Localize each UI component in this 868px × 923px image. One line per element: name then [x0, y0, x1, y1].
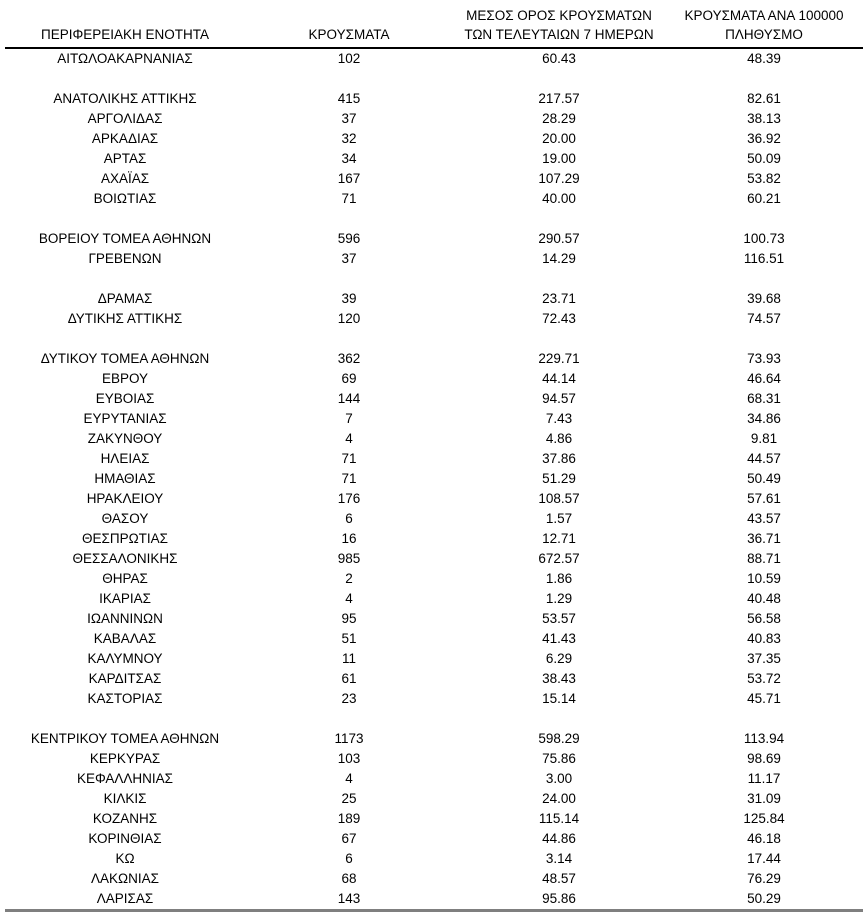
cell-cases: 2 [345, 571, 353, 586]
col-header-region [5, 0, 245, 48]
table-row [5, 589, 863, 609]
cell-cases: 61 [341, 671, 357, 686]
cell-cases: 67 [341, 831, 357, 846]
table-row [5, 369, 863, 389]
cell-avg7: 1.57 [545, 511, 573, 526]
cell-avg7: 75.86 [542, 751, 576, 766]
cell-region [5, 329, 245, 349]
col-header-cases [245, 0, 453, 48]
cell-avg7: 229.71 [538, 351, 580, 366]
spacer-row [5, 329, 863, 349]
cell-region: ΚΕΡΚΥΡΑΣ [89, 751, 161, 766]
col-header-per100k [665, 0, 863, 48]
cell-region: ΓΡΕΒΕΝΩΝ [88, 251, 162, 266]
cell-avg7: 51.29 [542, 471, 576, 486]
cell-avg7: 12.71 [542, 531, 576, 546]
cell-region: ΙΩΑΝΝΙΝΩΝ [87, 611, 163, 626]
cell-cases: 32 [341, 131, 357, 146]
cell-cases: 596 [337, 231, 361, 246]
spacer-row [5, 69, 863, 89]
cell-avg7 [453, 209, 665, 229]
col-header-avg7 [453, 0, 665, 48]
cell-avg7 [453, 709, 665, 729]
cell-cases: 37 [341, 111, 357, 126]
cell-per100k: 68.31 [747, 391, 781, 406]
cell-per100k: 74.57 [747, 311, 781, 326]
cell-per100k: 56.58 [747, 611, 781, 626]
cell-region: ΑΡΚΑΔΙΑΣ [91, 131, 159, 146]
cell-cases: 4 [345, 771, 353, 786]
cell-avg7: 60.43 [542, 51, 576, 66]
cell-region: ΚΑΣΤΟΡΙΑΣ [87, 691, 163, 706]
cell-per100k: 113.94 [743, 731, 785, 746]
table-row [5, 89, 863, 109]
cell-cases: 7 [345, 411, 353, 426]
cell-per100k: 37.35 [747, 651, 781, 666]
cell-cases: 1173 [334, 731, 364, 746]
cell-region: ΚΕΦΑΛΛΗΝΙΑΣ [76, 771, 174, 786]
cell-per100k [665, 269, 863, 289]
cell-avg7: 28.29 [542, 111, 576, 126]
cell-region: ΗΡΑΚΛΕΙΟΥ [86, 491, 164, 506]
cell-region: ΘΗΡΑΣ [102, 571, 148, 586]
table-header [5, 0, 863, 48]
table-row [5, 149, 863, 169]
table-row [5, 229, 863, 249]
cell-region: ΙΚΑΡΙΑΣ [99, 591, 151, 606]
table-row [5, 309, 863, 329]
cell-cases: 189 [337, 811, 361, 826]
table-row [5, 349, 863, 369]
cell-per100k: 39.68 [747, 291, 781, 306]
table-row [5, 469, 863, 489]
cell-avg7: 94.57 [542, 391, 576, 406]
cell-cases: 415 [337, 91, 361, 106]
cell-cases: 4 [345, 431, 353, 446]
cell-per100k: 46.64 [747, 371, 781, 386]
cell-per100k: 50.49 [747, 471, 781, 486]
col-header-per100k-line2: ΠΛΗΘΥΣΜΟ [725, 27, 803, 42]
cell-per100k: 60.21 [747, 191, 781, 206]
cell-region: ΖΑΚΥΝΘΟΥ [87, 431, 163, 446]
cell-avg7: 6.29 [545, 651, 573, 666]
table-row [5, 189, 863, 209]
cell-cases: 176 [337, 491, 361, 506]
cell-avg7: 3.00 [545, 771, 573, 786]
cell-per100k: 50.09 [747, 151, 781, 166]
table-row [5, 389, 863, 409]
table-row [5, 529, 863, 549]
cell-cases: 143 [245, 889, 453, 911]
cell-region: ΔΥΤΙΚΗΣ ΑΤΤΙΚΗΣ [67, 311, 183, 326]
cell-cases: 37 [341, 251, 357, 266]
table-row [5, 109, 863, 129]
cell-cases: 362 [337, 351, 361, 366]
cell-region: ΔΥΤΙΚΟΥ ΤΟΜΕΑ ΑΘΗΝΩΝ [40, 351, 210, 366]
cell-region: ΑΙΤΩΛΟΑΚΑΡΝΑΝΙΑΣ [57, 51, 193, 66]
cell-cases: 6 [345, 851, 353, 866]
cell-region: ΚΕΝΤΡΙΚΟΥ ΤΟΜΕΑ ΑΘΗΝΩΝ [30, 731, 220, 746]
cell-cases: 120 [337, 311, 361, 326]
cell-cases: 985 [337, 551, 361, 566]
cell-per100k: 53.82 [747, 171, 781, 186]
cell-region: ΘΑΣΟΥ [101, 511, 149, 526]
cell-cases: 103 [337, 751, 361, 766]
cell-cases: 39 [341, 291, 357, 306]
cell-region: ΕΥΡΥΤΑΝΙΑΣ [83, 411, 167, 426]
cell-cases [245, 269, 453, 289]
cell-cases: 102 [337, 51, 361, 66]
cell-avg7: 95.86 [453, 889, 665, 911]
cell-cases: 167 [337, 171, 361, 186]
table-row [5, 169, 863, 189]
table-row [5, 769, 863, 789]
cell-avg7: 41.43 [542, 631, 576, 646]
cell-avg7: 290.57 [538, 231, 580, 246]
col-header-avg7-line1: ΜΕΣΟΣ ΟΡΟΣ ΚΡΟΥΣΜΑΤΩΝ [466, 8, 652, 23]
cell-per100k: 88.71 [747, 551, 781, 566]
cell-per100k: 10.59 [747, 571, 781, 586]
cell-cases: 4 [345, 591, 353, 606]
table-row [5, 549, 863, 569]
cell-avg7: 38.43 [542, 671, 576, 686]
cell-avg7: 672.57 [538, 551, 580, 566]
cell-avg7: 53.57 [542, 611, 576, 626]
cell-per100k: 76.29 [747, 871, 781, 886]
cell-region: ΚΟΖΑΝΗΣ [92, 811, 158, 826]
cell-avg7 [453, 269, 665, 289]
cell-cases: 16 [341, 531, 357, 546]
cell-region: ΚΩ [115, 851, 135, 866]
cell-avg7: 23.71 [542, 291, 576, 306]
cell-cases: 51 [341, 631, 357, 646]
table-row [5, 849, 863, 869]
cell-cases: 71 [341, 191, 357, 206]
cell-avg7: 3.14 [545, 851, 573, 866]
cell-region: ΗΛΕΙΑΣ [100, 451, 150, 466]
table-row [5, 429, 863, 449]
cell-per100k [665, 209, 863, 229]
table-body [5, 48, 863, 911]
cell-per100k [665, 329, 863, 349]
cell-region [5, 209, 245, 229]
cell-per100k: 38.13 [747, 111, 781, 126]
cell-region: ΚΑΡΔΙΤΣΑΣ [88, 671, 162, 686]
cell-region: ΕΥΒΟΙΑΣ [95, 391, 155, 406]
regional-cases-table [5, 0, 863, 912]
cell-per100k: 57.61 [747, 491, 781, 506]
spacer-row [5, 209, 863, 229]
cell-per100k: 48.39 [747, 51, 781, 66]
cell-avg7: 24.00 [542, 791, 576, 806]
table-row [5, 649, 863, 669]
cell-avg7: 4.86 [545, 431, 573, 446]
cell-per100k: 53.72 [747, 671, 781, 686]
cell-avg7: 44.14 [542, 371, 576, 386]
cell-per100k: 82.61 [747, 91, 781, 106]
cell-avg7: 7.43 [545, 411, 573, 426]
spacer-row [5, 709, 863, 729]
col-header-per100k-line1: ΚΡΟΥΣΜΑΤΑ ΑΝΑ 100000 [684, 8, 844, 23]
table-row [5, 629, 863, 649]
cell-cases: 34 [341, 151, 357, 166]
header-row [5, 0, 863, 48]
cell-avg7: 14.29 [542, 251, 576, 266]
cell-per100k: 9.81 [750, 431, 778, 446]
cell-region: ΘΕΣΠΡΩΤΙΑΣ [81, 531, 169, 546]
cell-region: ΑΡΓΟΛΙΔΑΣ [87, 111, 163, 126]
cell-per100k: 98.69 [747, 751, 781, 766]
cell-cases: 71 [341, 471, 357, 486]
table-row [5, 409, 863, 429]
cell-avg7: 48.57 [542, 871, 576, 886]
cell-per100k: 36.71 [747, 531, 781, 546]
cell-per100k: 116.51 [743, 251, 785, 266]
cell-avg7: 115.14 [538, 811, 580, 826]
cell-avg7: 217.57 [538, 91, 580, 106]
cell-region: ΚΙΛΚΙΣ [103, 791, 147, 806]
cell-avg7: 44.86 [542, 831, 576, 846]
table-row [5, 249, 863, 269]
table-row [5, 749, 863, 769]
spacer-row [5, 269, 863, 289]
cell-avg7: 1.29 [545, 591, 573, 606]
cell-cases [245, 329, 453, 349]
cell-per100k [665, 709, 863, 729]
table-row [5, 829, 863, 849]
cell-cases: 11 [341, 651, 356, 666]
cell-cases [245, 69, 453, 89]
cell-cases: 68 [341, 871, 357, 886]
table-row [5, 689, 863, 709]
cell-region: ΒΟΡΕΙΟΥ ΤΟΜΕΑ ΑΘΗΝΩΝ [38, 231, 212, 246]
table-row [5, 789, 863, 809]
table-row [5, 489, 863, 509]
cell-region: ΗΜΑΘΙΑΣ [94, 471, 156, 486]
cell-region: ΛΑΚΩΝΙΑΣ [91, 871, 159, 886]
cell-cases: 71 [341, 451, 357, 466]
col-header-region-label: ΠΕΡΙΦΕΡΕΙΑΚΗ ΕΝΟΤΗΤΑ [40, 27, 210, 42]
cell-per100k: 46.18 [747, 831, 781, 846]
cell-avg7: 598.29 [538, 731, 580, 746]
col-header-cases-label: ΚΡΟΥΣΜΑΤΑ [308, 27, 390, 42]
cell-per100k: 11.17 [747, 771, 781, 786]
cell-region [5, 69, 245, 89]
cell-avg7: 1.86 [545, 571, 573, 586]
cell-cases: 25 [341, 791, 357, 806]
table-row [5, 48, 863, 69]
cell-region: ΚΑΛΥΜΝΟΥ [87, 651, 163, 666]
table-row [5, 449, 863, 469]
cell-region: ΒΟΙΩΤΙΑΣ [93, 191, 157, 206]
cell-per100k: 100.73 [743, 231, 785, 246]
cell-per100k: 43.57 [747, 511, 781, 526]
table-row [5, 129, 863, 149]
table-row [5, 889, 863, 911]
cell-cases [245, 709, 453, 729]
cell-avg7 [453, 329, 665, 349]
cell-region [5, 709, 245, 729]
cell-cases: 95 [341, 611, 357, 626]
cell-per100k: 17.44 [747, 851, 781, 866]
cell-avg7: 15.14 [542, 691, 576, 706]
cell-per100k: 50.29 [665, 889, 863, 911]
cell-avg7: 72.43 [542, 311, 576, 326]
table-row [5, 869, 863, 889]
cell-avg7: 108.57 [538, 491, 580, 506]
table-row [5, 289, 863, 309]
cell-region [5, 269, 245, 289]
cell-per100k: 36.92 [747, 131, 781, 146]
cell-cases [245, 209, 453, 229]
cell-per100k: 44.57 [747, 451, 781, 466]
cell-avg7: 107.29 [538, 171, 580, 186]
cell-region: ΘΕΣΣΑΛΟΝΙΚΗΣ [72, 551, 178, 566]
cell-per100k: 125.84 [743, 811, 785, 826]
cell-region: ΑΝΑΤΟΛΙΚΗΣ ΑΤΤΙΚΗΣ [53, 91, 197, 106]
cell-per100k: 73.93 [747, 351, 781, 366]
cell-region: ΔΡΑΜΑΣ [97, 291, 153, 306]
cell-avg7: 40.00 [542, 191, 576, 206]
cell-per100k: 40.48 [747, 591, 781, 606]
table-row [5, 609, 863, 629]
cell-cases: 23 [341, 691, 357, 706]
cell-per100k: 31.09 [747, 791, 781, 806]
table-row [5, 669, 863, 689]
cell-per100k: 45.71 [747, 691, 781, 706]
table-row [5, 809, 863, 829]
cell-cases: 144 [337, 391, 361, 406]
cell-avg7: 19.00 [542, 151, 576, 166]
cell-per100k [665, 69, 863, 89]
cell-region: ΑΧΑΪΑΣ [100, 171, 150, 186]
table-row [5, 509, 863, 529]
cell-avg7 [453, 69, 665, 89]
table-row [5, 729, 863, 749]
cell-per100k: 34.86 [747, 411, 781, 426]
cell-region: ΑΡΤΑΣ [103, 151, 147, 166]
cell-avg7: 20.00 [542, 131, 576, 146]
cell-per100k: 40.83 [747, 631, 781, 646]
cell-region: ΚΟΡΙΝΘΙΑΣ [88, 831, 162, 846]
table-row [5, 569, 863, 589]
cell-cases: 69 [341, 371, 357, 386]
cell-cases: 6 [345, 511, 353, 526]
col-header-avg7-line2: ΤΩΝ ΤΕΛΕΥΤΑΙΩΝ 7 ΗΜΕΡΩΝ [464, 27, 654, 42]
cell-region: ΕΒΡΟΥ [101, 371, 149, 386]
cell-region: ΚΑΒΑΛΑΣ [93, 631, 157, 646]
cell-region: ΛΑΡΙΣΑΣ [5, 889, 245, 911]
cell-avg7: 37.86 [542, 451, 576, 466]
